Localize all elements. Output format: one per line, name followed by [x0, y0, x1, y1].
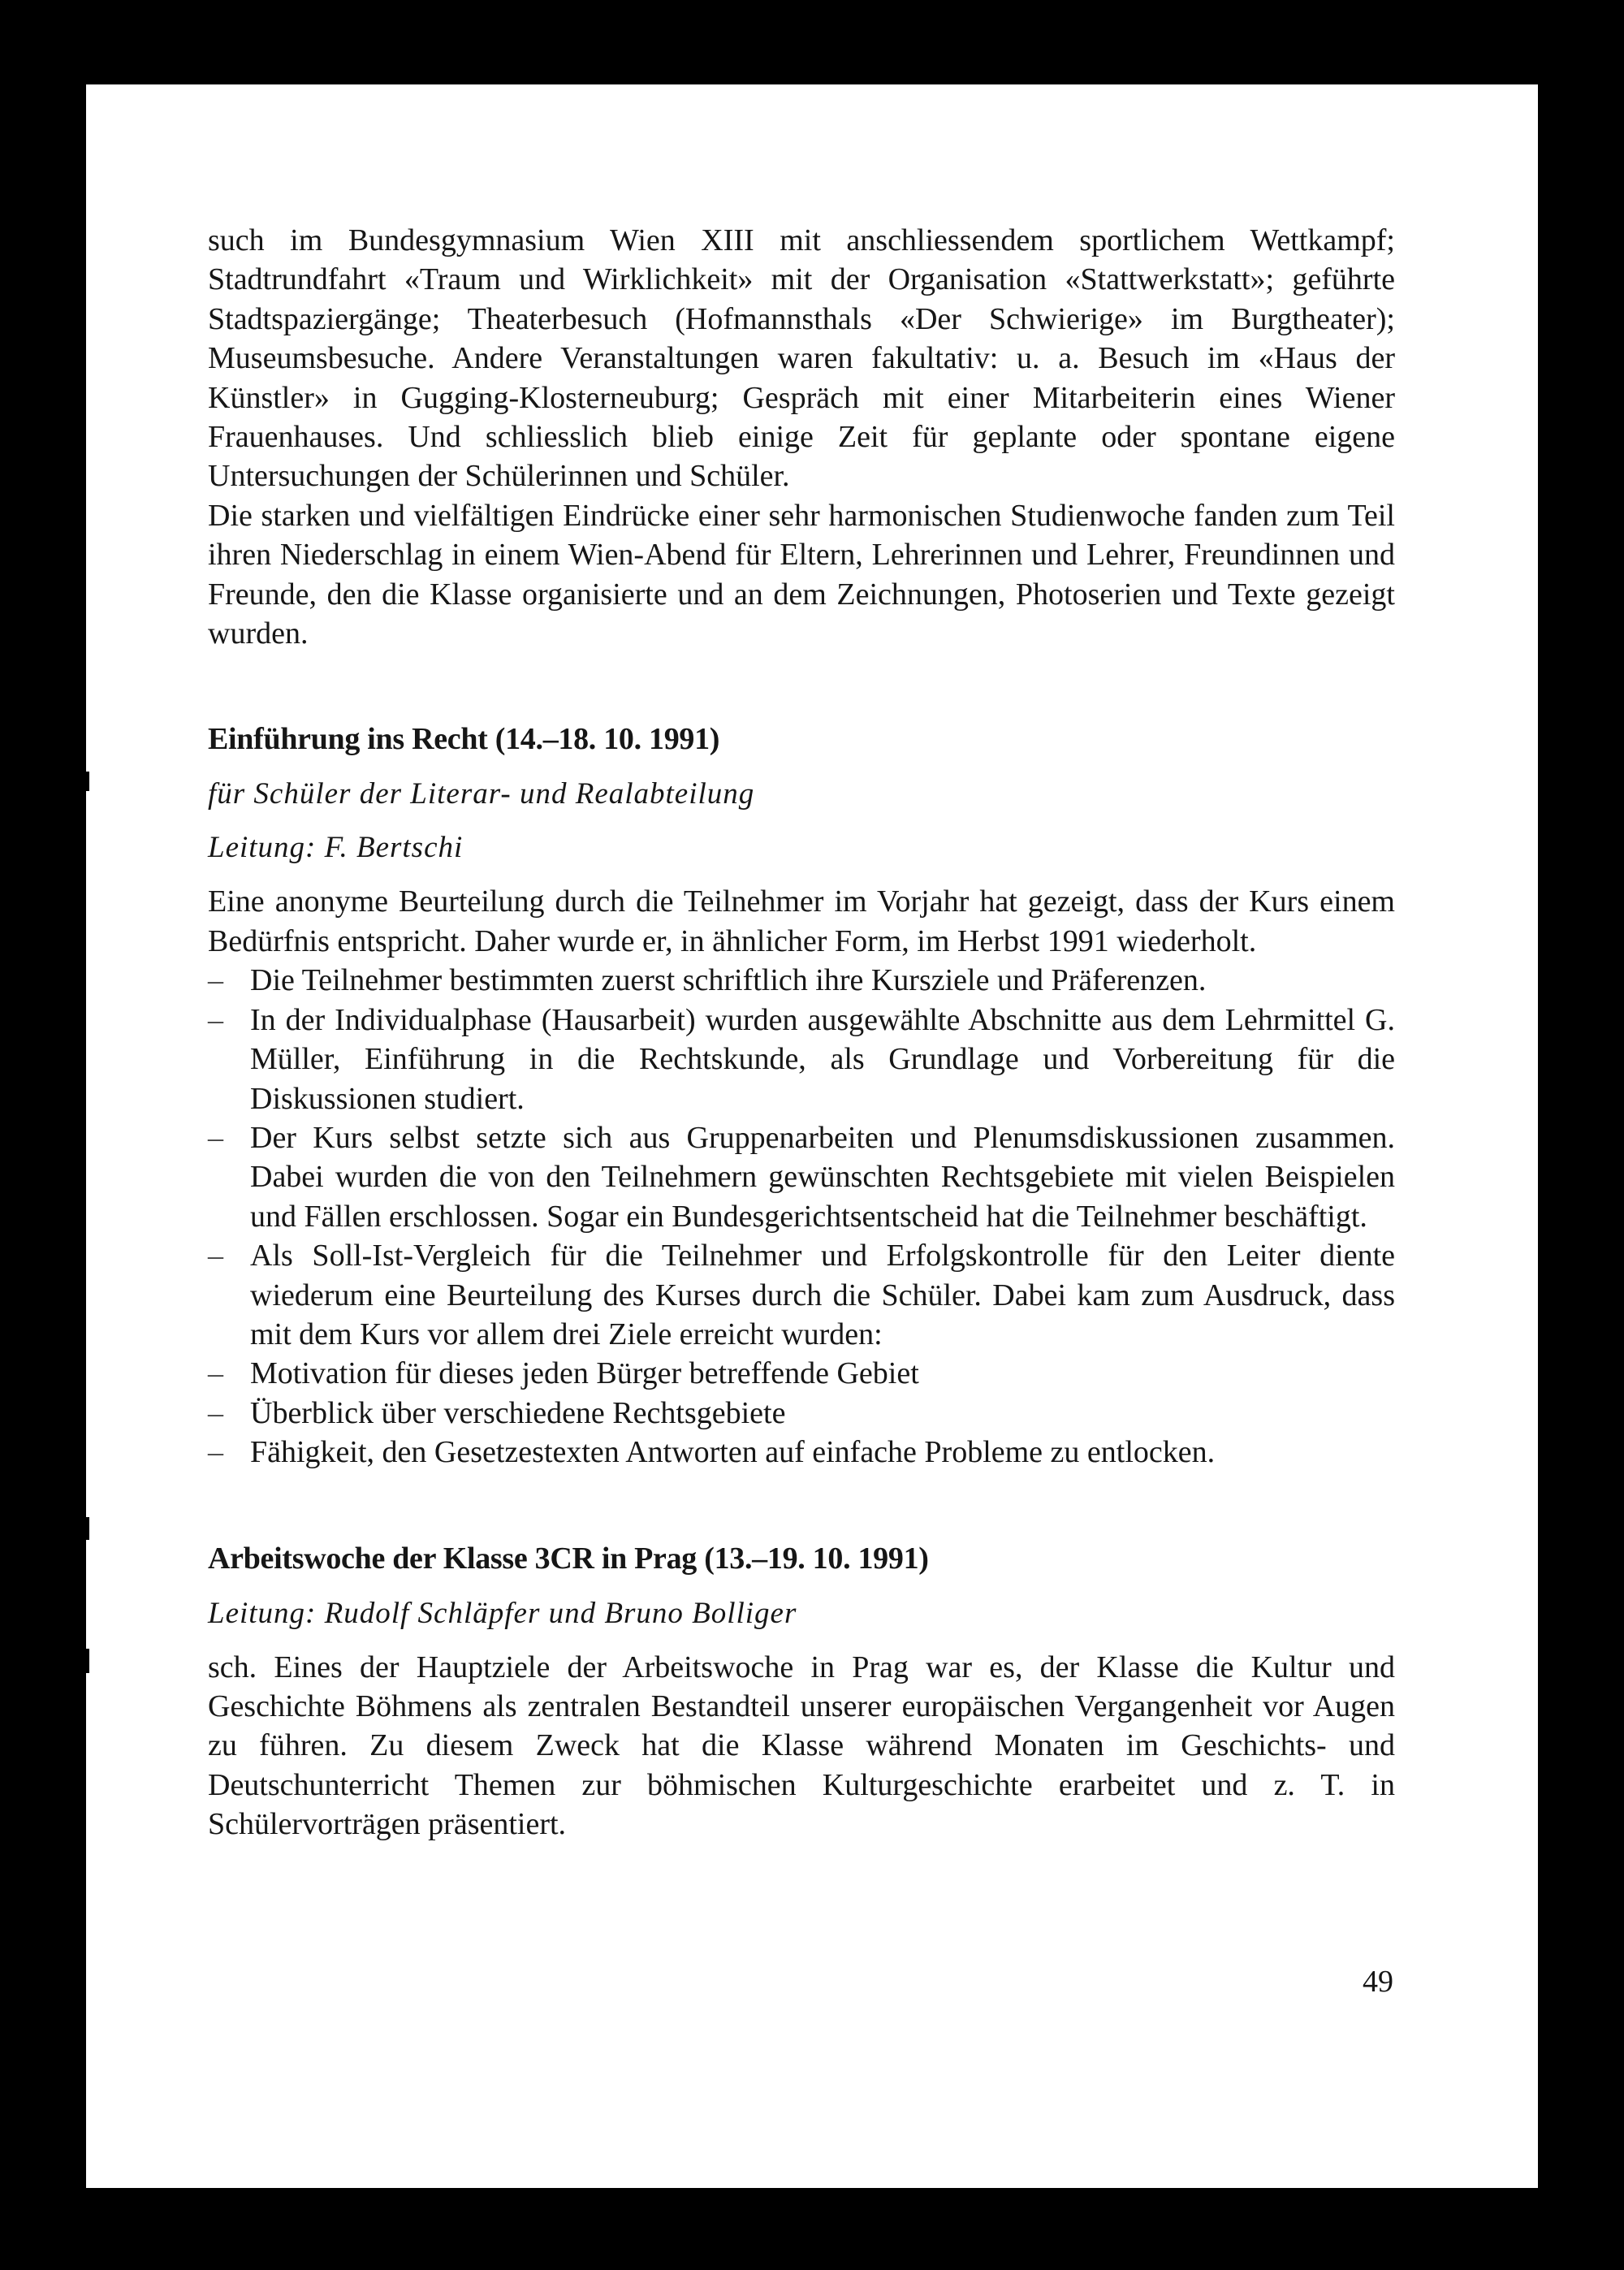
section-intro-paragraph: Eine anonyme Beurteilung durch die Teilnehmer im Vorjahr hat gezeigt, dass der Kurs einem Bedürfnis entspricht. Daher wurde er, in ähnlicher Form, im Herbst 1991 wiederholt.: [208, 884, 1395, 958]
list-item: [208, 1236, 1395, 1472]
intro-paragraph-1: such im Bundesgymnasium Wien XIII mit anschliessendem sportlichem Wettkampf; Stadtrundfahrt «Traum und Wirklichkeit» mit der Organisation «Stattwerkstatt»; geführte Stadtspaziergänge; Theaterbesuch (Hofmannsthals «Der Schwierige» im Burgtheater); Museumsbesuche. Andere Veranstaltungen waren fakultativ: u. a. Besuch im «Haus der Künstler» in Gugging-Klosterneuburg; Gespräch mit einer Mitarbeiterin eines Wiener Frauenhauses. Und schliesslich blieb einige Zeit für geplante oder spontane eigene Untersuchungen der Schülerinnen und Schüler.: [208, 223, 1395, 494]
goals-list: [208, 1354, 1395, 1472]
dash-list: [208, 961, 1395, 1472]
scan-mark: [84, 1517, 89, 1540]
intro-paragraph-2: Die starken und vielfältigen Eindrücke einer sehr harmonischen Studienwoche fanden zum Teil ihren Niederschlag in einem Wien-Abend für Eltern, Lehrerinnen und Lehrer, Freundinnen und Freunde, den die Klasse organisierte und an dem Zeichnungen, Photoserien und Texte gezeigt wurden.: [208, 498, 1395, 651]
page-content: [208, 221, 1395, 1844]
list-item: – In der Individualphase (Hausarbeit) wurden ausgewählte Abschnitte aus dem Lehrmittel G. Müller, Einführung in die Rechtskunde, als Grundlage und Vorbereitung für die Diskussionen studiert.: [208, 1001, 1395, 1118]
section-einfuehrung-recht: [208, 718, 1395, 1472]
section-paragraph: sch. Eines der Hauptziele der Arbeitswoche in Prag war es, der Klasse die Kultur und Geschichte Böhmens als zentralen Bestandteil unserer europäischen Vergangenheit vor Augen zu führen. Zu diesem Zweck hat die Klasse während Monaten im Geschichts- und Deutschunterricht Themen zur böhmischen Kulturgeschichte erarbeitet und z. T. in Schülervorträgen präsentiert.: [208, 1650, 1395, 1842]
list-item: – Die Teilnehmer bestimmten zuerst schriftlich ihre Kursziele und Präferenzen.: [208, 961, 1395, 1000]
section-arbeitswoche-prag: [208, 1537, 1395, 1844]
goal-item: – Fähigkeit, den Gesetzestexten Antworten auf einfache Probleme zu entlocken.: [208, 1433, 1395, 1472]
goal-item: – Motivation für dieses jeden Bürger betreffende Gebiet: [208, 1354, 1395, 1393]
list-item-text: Als Soll-Ist-Vergleich für die Teilnehmer und Erfolgskontrolle für den Leiter diente wiederum eine Beurteilung des Kurses durch die Schüler. Dabei kam zum Ausdruck, dass mit dem Kurs vor allem drei Ziele erreicht wurden:: [250, 1239, 1395, 1351]
page-number: 49: [1363, 1965, 1393, 1999]
section-leitung: Leitung: F. Bertschi: [208, 831, 464, 865]
section-heading: Arbeitswoche der Klasse 3CR in Prag (13.–19. 10. 1991): [208, 1541, 929, 1576]
scan-mark: [84, 772, 89, 791]
list-item: – Der Kurs selbst setzte sich aus Gruppenarbeiten und Plenumsdiskussionen zusammen. Dabei wurden die von den Teilnehmern gewünschten Rechtsgebiete mit vielen Beispielen und Fällen erschlossen. Sogar ein Bundesgerichtsentscheid hat die Teilnehmer beschäftigt.: [208, 1118, 1395, 1236]
section-heading: Einführung ins Recht (14.–18. 10. 1991): [208, 722, 720, 757]
goal-item: – Überblick über verschiedene Rechtsgebiete: [208, 1394, 1395, 1433]
scan-mark: [84, 1649, 89, 1673]
section-audience: für Schüler der Literar- und Realabteilung: [208, 777, 755, 811]
section-leitung: Leitung: Rudolf Schläpfer und Bruno Bolliger: [208, 1596, 797, 1630]
document-page: [86, 84, 1538, 2188]
